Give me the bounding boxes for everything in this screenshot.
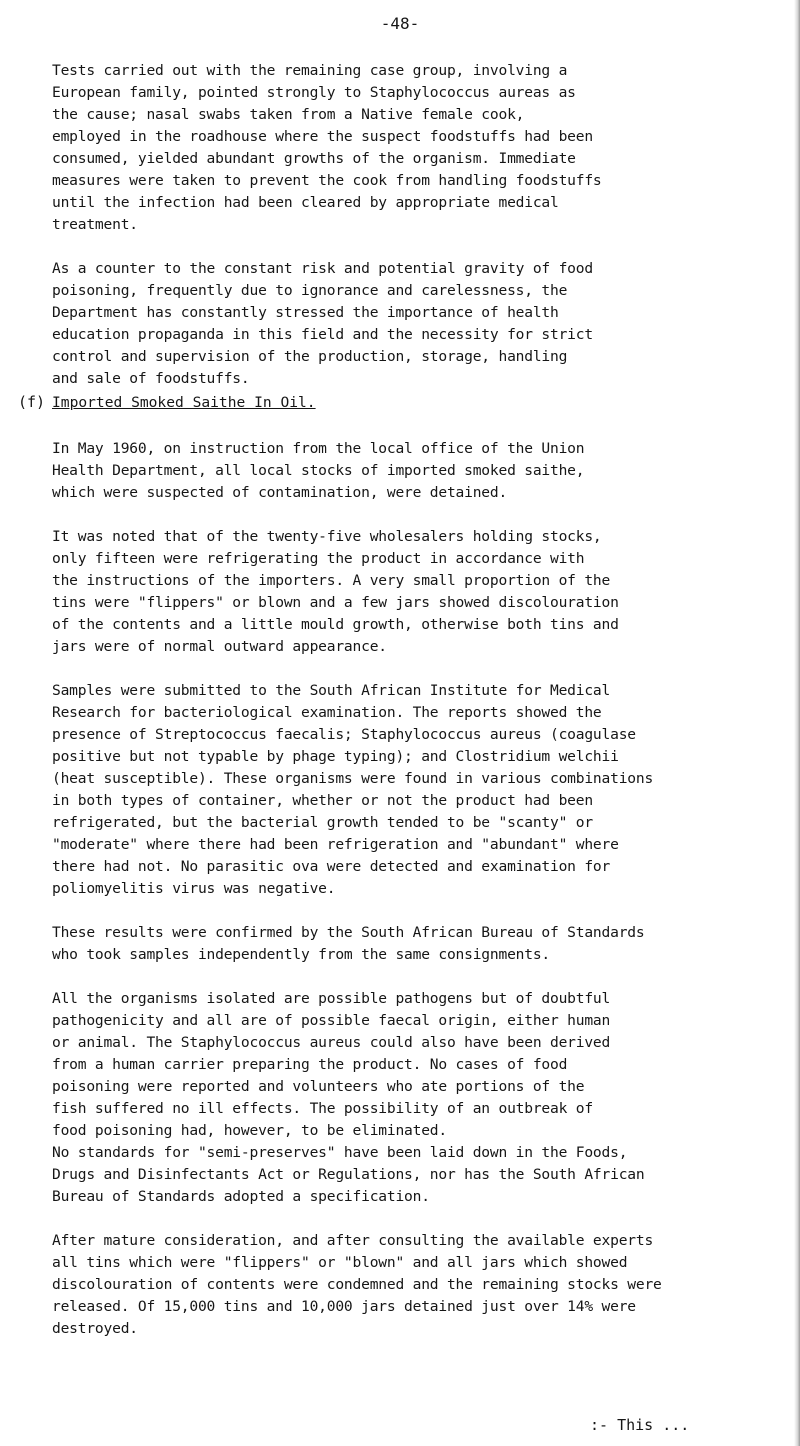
continuation-footer: :- This ...	[590, 1416, 690, 1434]
page-number: -48-	[380, 14, 420, 33]
page-edge-shadow	[794, 0, 800, 1446]
paragraph-samples: Samples were submitted to the South African Institute for Medical Research for bacteriological examination. The reports showed the presence of Streptococcus faecalis; Staphylococcus aureus (coagulase positive but not typable by phage typing); and Clostridium welchii (heat susceptible). These organisms were found in various combinations in both types of container, whether or not the product had been refrigerated, but the bacterial growth tended to be "scanty" or "moderate" where there had been refrigeration and "abundant" where there had not. No parasitic ova were detected and examination for poliomyelitis virus was negative.	[52, 682, 654, 897]
paragraph-health-education: As a counter to the constant risk and potential gravity of food poisoning, frequently due to ignorance and carelessness, the Department has constantly stressed the importance of health education propaganda in this field and the necessity for strict control and supervision of the production, storage, handling and sale of foodstuffs.	[52, 260, 593, 387]
paragraph-wholesalers: It was noted that of the twenty-five wholesalers holding stocks, only fifteen were refrigerating the product in accordance with the instructions of the importers. A very small proportion of the tins were "flippers" or blown and a few jars showed discolouration of the contents and a little mould growth, otherwise both tins and jars were of normal outward appearance.	[52, 528, 619, 655]
paragraph-bureau-confirmation: These results were confirmed by the South African Bureau of Standards who took samples independently from the same consignments.	[52, 924, 645, 963]
paragraph-organisms: All the organisms isolated are possible pathogens but of doubtful pathogenicity and all are of possible faecal origin, either human or animal. The Staphylococcus aureus could also have been derived from a human carrier preparing the product. No cases of food poisoning were reported and volunteers who ate portions of the fish suffered no ill effects. The possibility of an outbreak of food poisoning had, however, to be eliminated.	[52, 990, 611, 1139]
paragraph-condemnation: After mature consideration, and after consulting the available experts all tins which were "flippers" or "blown" and all jars which showed discolouration of contents were condemned and the remaining stocks were released. Of 15,000 tins and 10,000 jars detained just over 14% were destroyed.	[52, 1232, 662, 1337]
paragraph-standards: No standards for "semi-preserves" have been laid down in the Foods, Drugs and Disinfectants Act or Regulations, nor has the South African Bureau of Standards adopted a specification.	[52, 1144, 645, 1205]
paragraph-roadhouse-case: Tests carried out with the remaining case group, involving a European family, pointed strongly to Staphylococcus aureas as the cause; nasal swabs taken from a Native female cook, employed in the roadhouse where the suspect foodstuffs had been consumed, yielded abundant growths of the organism. Immediate measures were taken to prevent the cook from handling foodstuffs until the infection had been cleared by appropriate medical treatment.	[52, 62, 602, 233]
section-title: Imported Smoked Saithe In Oil.	[52, 394, 316, 411]
section-label: (f)	[18, 393, 46, 411]
paragraph-detention: In May 1960, on instruction from the local office of the Union Health Department, all local stocks of imported smoked saithe, which were suspected of contamination, were detained.	[52, 440, 585, 501]
